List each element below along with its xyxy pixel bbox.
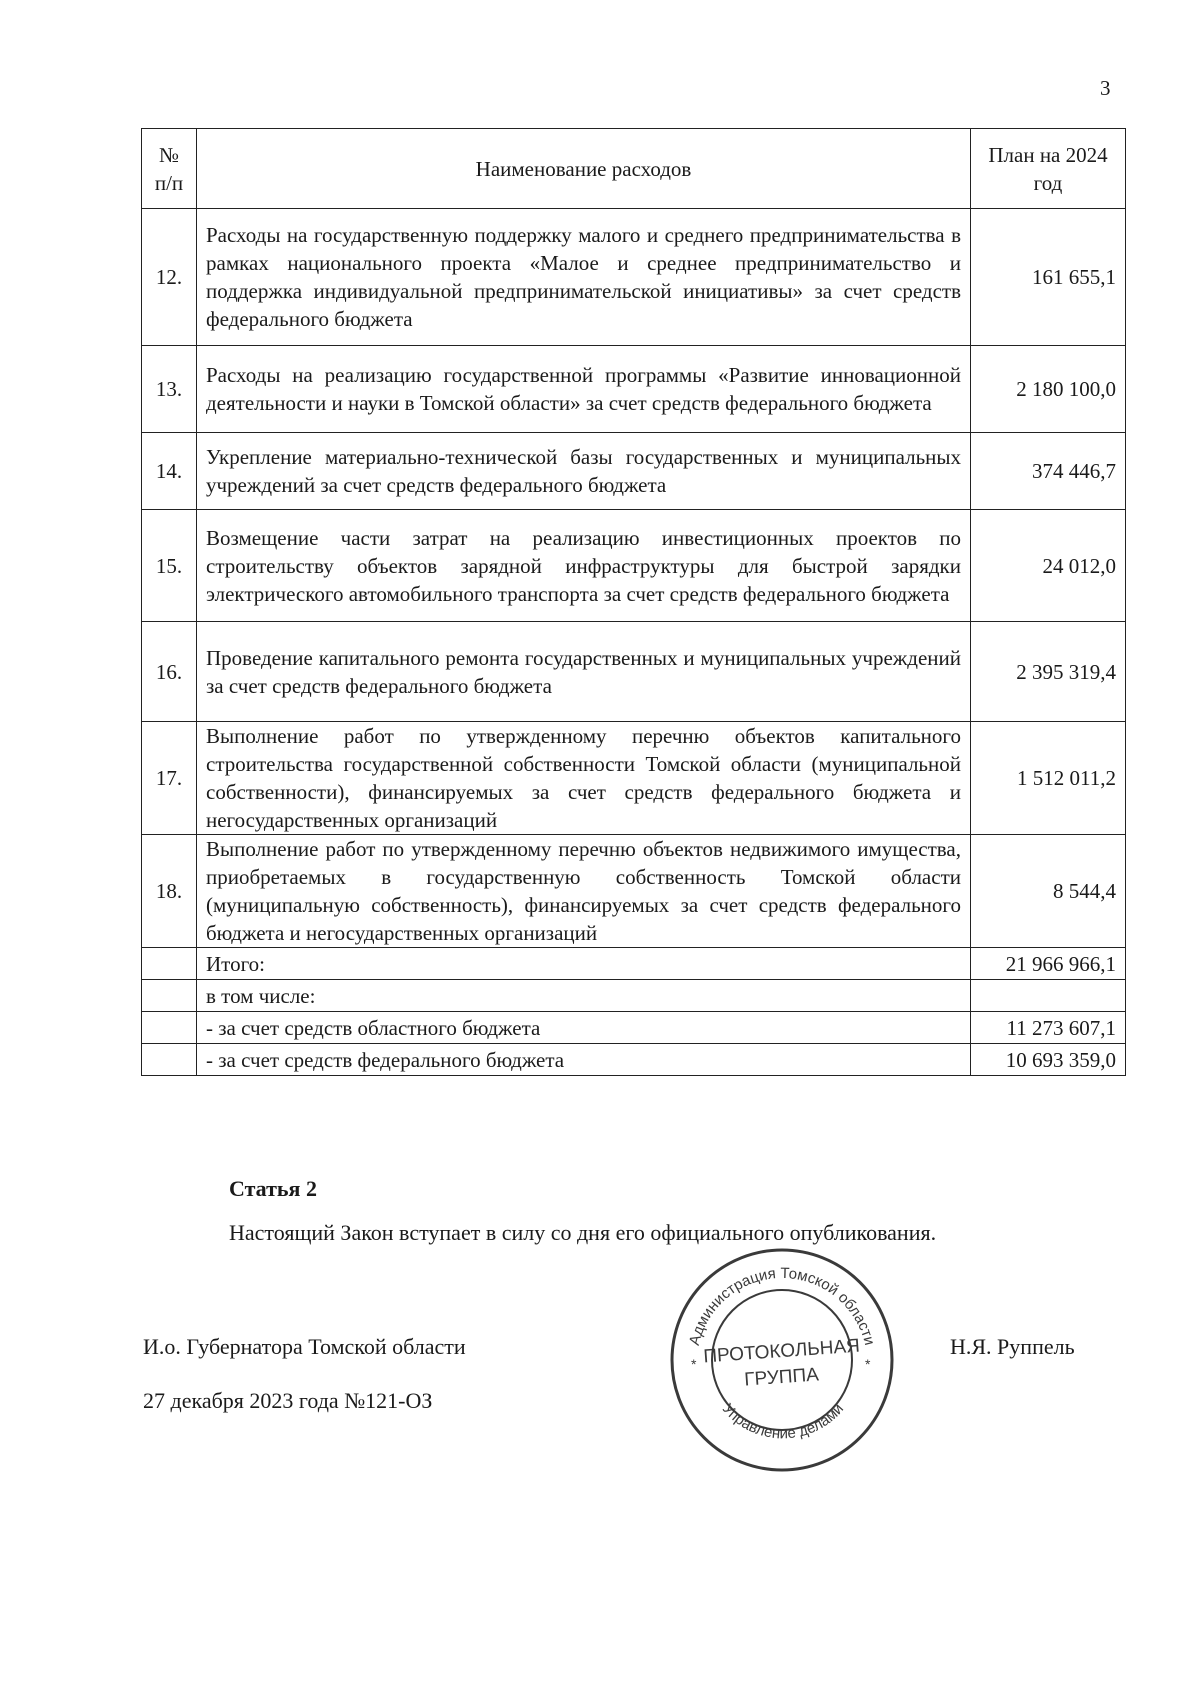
federal-num-cell [142,1044,197,1076]
row-num: 12. [142,209,197,346]
table-row [142,622,1126,722]
row-num: 18. [142,835,197,948]
row-num: 16. [142,622,197,722]
row-name: Укрепление материально-технической базы государственных и муниципальных учреждений за счет средств федерального бюджета [197,433,971,510]
including-label: в том числе: [197,980,971,1012]
row-plan: 8 544,4 [971,835,1126,948]
row-num: 13. [142,346,197,433]
total-num-cell [142,948,197,980]
row-name: Выполнение работ по утвержденному перечню объектов капитального строительства государственной собственности Томской области (муниципальной собственности), финансируемых за счет средств федерального бюджета и негосударственных организаций [197,722,971,835]
stamp-star-right: * [865,1356,871,1372]
header-num: № п/п [142,129,197,209]
row-name: Выполнение работ по утвержденному перечню объектов недвижимого имущества, приобретаемых в государственную собственность Томской области (муниципальную собственность), финансируемых за счет средств федерального бюджета и негосударственных организаций [197,835,971,948]
table-row [142,346,1126,433]
article-title: Статья 2 [229,1176,317,1201]
total-value: 21 966 966,1 [971,948,1126,980]
header-plan: План на 2024 год [971,129,1126,209]
stamp-star-left: * [691,1356,697,1372]
row-name: Расходы на реализацию государственной программы «Развитие инновационной деятельности и науки в Томской области» за счет средств федерального бюджета [197,346,971,433]
federal-value: 10 693 359,0 [971,1044,1126,1076]
table-header-row [142,129,1126,209]
regional-num-cell [142,1012,197,1044]
row-num: 14. [142,433,197,510]
table-row [142,209,1126,346]
row-name: Расходы на государственную поддержку малого и среднего предпринимательства в рамках национального проекта «Малое и среднее предпринимательство и поддержка индивидуальной предпринимательской инициативы» за счет средств федерального бюджета [197,209,971,346]
official-stamp [667,1245,897,1475]
row-plan: 2 395 319,4 [971,622,1126,722]
law-date-number: 27 декабря 2023 года №121-ОЗ [143,1388,433,1413]
stamp-ring-bottom-text: Управление делами [718,1400,848,1443]
total-row [142,948,1126,980]
total-label: Итого: [197,948,971,980]
stamp-center-line2: ГРУППА [743,1364,820,1391]
including-value-cell [971,980,1126,1012]
row-name: Проведение капитального ремонта государственных и муниципальных учреждений за счет средств федерального бюджета [197,622,971,722]
header-name: Наименование расходов [197,129,971,209]
article-text: Настоящий Закон вступает в силу со дня его официального опубликования. [229,1220,937,1245]
row-plan: 1 512 011,2 [971,722,1126,835]
table-row [142,835,1126,948]
federal-label: - за счет средств федерального бюджета [197,1044,971,1076]
signer-name: Н.Я. Руппель [950,1334,1075,1359]
regional-value: 11 273 607,1 [971,1012,1126,1044]
row-name: Возмещение части затрат на реализацию инвестиционных проектов по строительству объектов зарядной инфраструктуры для быстрой зарядки электрического автомобильного транспорта за счет средств федерального бюджета [197,510,971,622]
federal-budget-row [142,1044,1126,1076]
expenses-table [141,128,1126,1076]
including-num-cell [142,980,197,1012]
regional-budget-row [142,1012,1126,1044]
regional-label: - за счет средств областного бюджета [197,1012,971,1044]
table-row [142,433,1126,510]
row-num: 17. [142,722,197,835]
page-number: 3 [1100,76,1111,100]
row-plan: 161 655,1 [971,209,1126,346]
table-row [142,722,1126,835]
row-plan: 2 180 100,0 [971,346,1126,433]
stamp-center-line1: ПРОТОКОЛЬНАЯ [702,1335,861,1368]
row-num: 15. [142,510,197,622]
row-plan: 374 446,7 [971,433,1126,510]
table-row [142,510,1126,622]
row-plan: 24 012,0 [971,510,1126,622]
signer-role: И.о. Губернатора Томской области [143,1334,466,1359]
including-row [142,980,1126,1012]
stamp-ring-top-text: Администрация Томской области [685,1264,879,1348]
